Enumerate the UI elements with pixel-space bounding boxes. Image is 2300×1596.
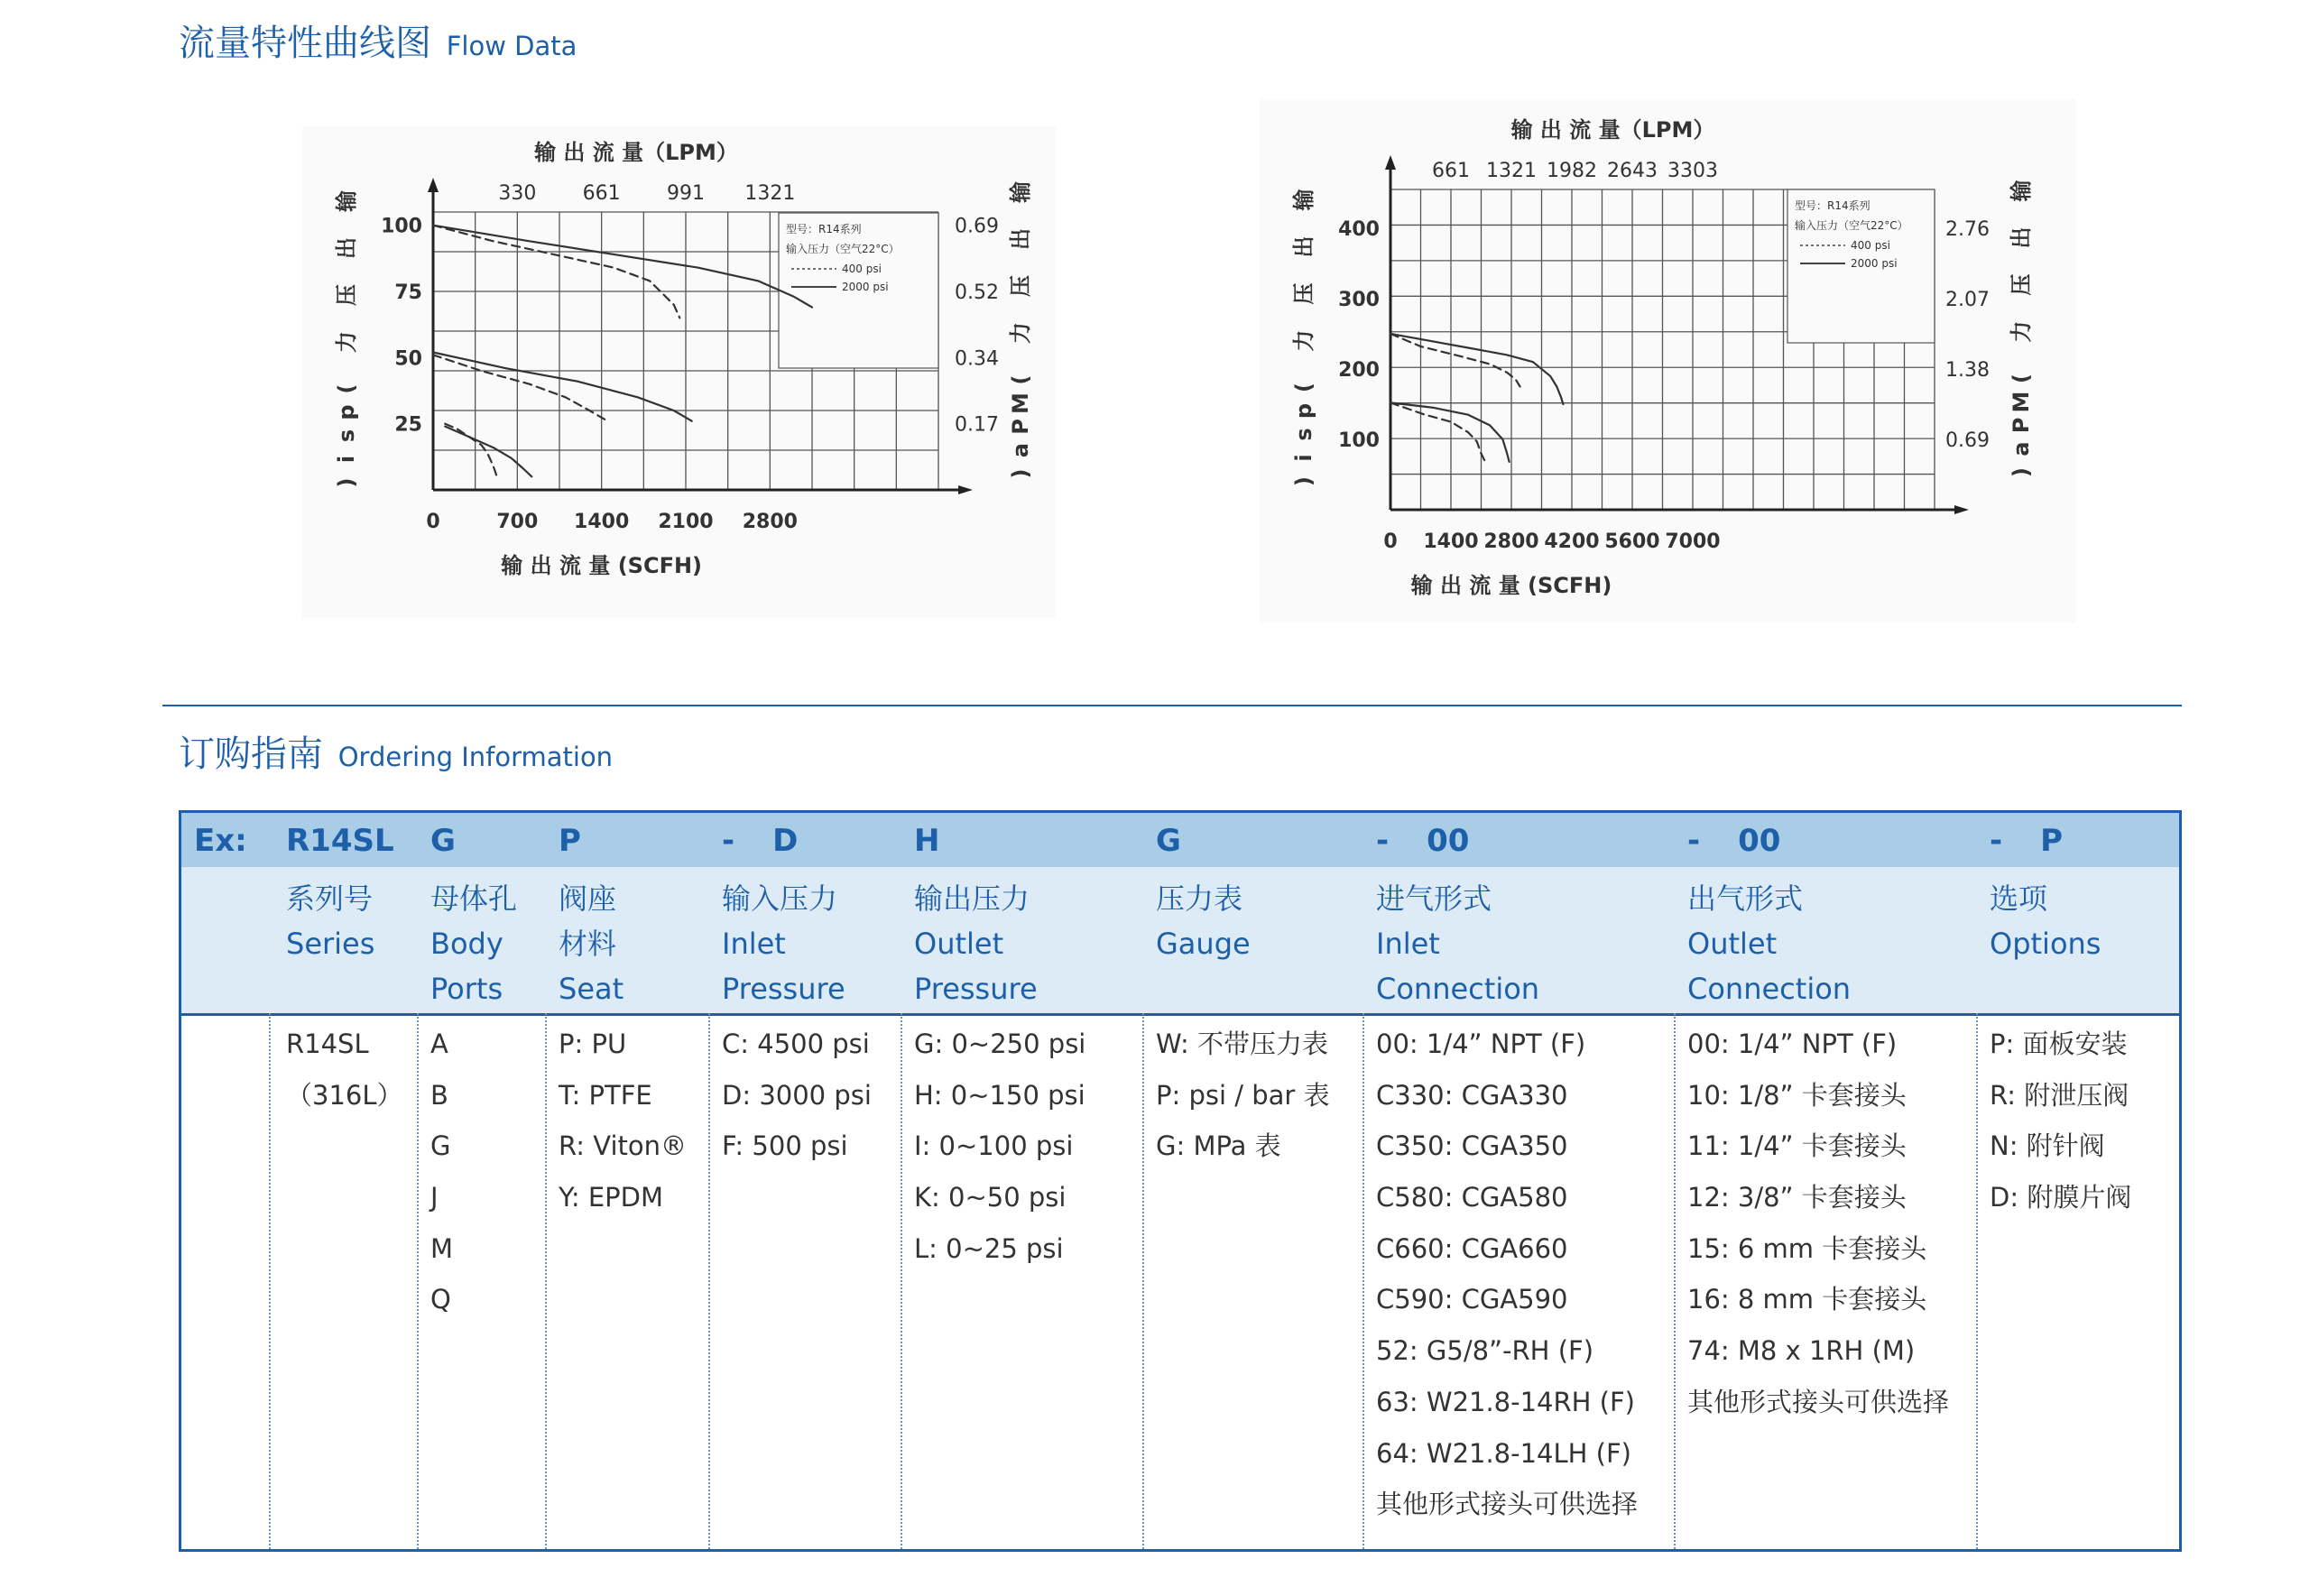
code-separator: - [1687, 823, 1701, 859]
header-label: 材料 [559, 927, 617, 961]
table-cell: A [430, 1029, 448, 1059]
code-seat: P [559, 823, 581, 859]
header-label: Outlet [1687, 927, 1778, 961]
y-tick-label: 75 [394, 281, 422, 304]
x-tick-label: 4200 [1544, 530, 1600, 553]
ordering-table [179, 810, 2182, 1552]
values-seat [559, 1019, 687, 1223]
header-label: 阀座 [559, 881, 617, 916]
ordering-info-title-cn: 订购指南 [179, 733, 323, 775]
table-cell: I: 0~100 psi [914, 1130, 1074, 1162]
x-tick-label: 700 [496, 511, 539, 533]
x-tick-label: 1400 [574, 511, 630, 533]
right-axis-title-char: P [2009, 417, 2034, 434]
left-axis-title-char: s [334, 429, 359, 443]
flow-data-title-cn: 流量特性曲线图 [179, 23, 431, 64]
legend-model: 型号：R14系列 [1795, 199, 1870, 212]
right-tick-label: 0.34 [955, 347, 999, 371]
right-tick-label: 2.07 [1945, 288, 1990, 311]
code-outlet-pressure: H [914, 823, 940, 859]
column-divider [708, 1013, 710, 1549]
table-cell: 00: 1/4” NPT (F) [1376, 1029, 1586, 1059]
code-inlet-connection [1376, 823, 1470, 859]
header-inlet-connection [1376, 876, 1539, 1011]
bottom-axis-title: 输 出 流 量 (SCFH) [1410, 573, 1612, 598]
header-body-ports [430, 876, 517, 1011]
table-cell: J [430, 1182, 439, 1213]
values-series [286, 1019, 403, 1121]
code-separator: - [1376, 823, 1390, 859]
column-divider [1142, 1013, 1144, 1549]
right-axis-title-char: ) [2009, 467, 2034, 477]
x-tick-label: 1400 [1423, 530, 1479, 553]
right-axis-title-char: 力 [1008, 322, 1033, 344]
table-cell: L: 0~25 psi [914, 1232, 1064, 1264]
header-inlet-pressure [722, 876, 845, 1011]
table-cell: T: PTFE [559, 1079, 652, 1111]
left-axis-title-char: p [1291, 402, 1316, 420]
table-cell: R: 附泄压阀 [1990, 1079, 2129, 1111]
table-cell: 其他形式接头可供选择 [1687, 1386, 1950, 1417]
legend-inlet-pressure: 输入压力（空气22°C） [786, 243, 900, 255]
y-tick-label: 100 [381, 215, 422, 238]
right-axis-title-char: 力 [2009, 320, 2034, 343]
left-axis-title-char: 出 [1291, 235, 1316, 258]
table-cell: 63: W21.8-14RH (F) [1376, 1386, 1635, 1417]
header-label: 进气形式 [1376, 881, 1492, 916]
table-cell: 其他形式接头可供选择 [1376, 1489, 1639, 1520]
x-tick-label: 2100 [658, 511, 714, 533]
header-label: Pressure [914, 972, 1038, 1006]
top-tick-label: 1321 [1486, 160, 1537, 182]
header-label: 输入压力 [722, 881, 838, 916]
legend-label-2000psi: 2000 psi [842, 281, 889, 293]
right-axis-title-char: ) [1008, 468, 1033, 479]
x-tick-label: 7000 [1665, 530, 1721, 553]
right-axis-title-char: ( [2009, 374, 2034, 383]
y-tick-label: 400 [1338, 217, 1380, 241]
header-label: Series [286, 927, 375, 961]
table-cell: 11: 1/4” 卡套接头 [1687, 1130, 1907, 1162]
right-tick-label: 0.17 [955, 413, 999, 437]
top-tick-label: 2643 [1607, 160, 1658, 182]
left-axis-title-char: p [334, 404, 359, 420]
table-cell: C580: CGA580 [1376, 1182, 1568, 1213]
values-inlet-connection [1376, 1019, 1638, 1530]
values-inlet-pressure [722, 1019, 872, 1172]
bottom-axis-title: 输 出 流 量 (SCFH) [501, 553, 703, 578]
ordering-info-title-en: Ordering Information [337, 742, 614, 772]
table-cell: 12: 3/8” 卡套接头 [1687, 1182, 1907, 1213]
header-label: Connection [1376, 972, 1540, 1006]
right-tick-label: 1.38 [1945, 358, 1990, 382]
flow-chart-left [302, 126, 1056, 618]
column-divider [417, 1013, 419, 1549]
code-value: P [2040, 823, 2064, 859]
table-cell: 16: 8 mm 卡套接头 [1687, 1284, 1927, 1315]
legend-inlet-pressure: 输入压力（空气22°C） [1795, 219, 1908, 232]
top-tick-label: 330 [498, 182, 537, 205]
flow-chart-right-svg [1260, 99, 2076, 623]
header-label: Gauge [1156, 927, 1251, 961]
values-outlet-connection [1687, 1019, 1949, 1428]
code-inlet-pressure [722, 823, 799, 859]
table-cell: K: 0~50 psi [914, 1182, 1067, 1213]
code-separator: - [722, 823, 735, 859]
left-axis-title-char: ( [1291, 383, 1316, 392]
top-tick-label: 1321 [744, 182, 796, 205]
legend-label-400psi: 400 psi [1851, 239, 1890, 252]
left-axis-title-char: 力 [334, 331, 359, 353]
ordering-info-title [179, 733, 614, 775]
table-cell: R: Viton® [559, 1130, 687, 1162]
right-tick-label: 0.52 [955, 281, 999, 304]
table-cell: 74: M8 x 1RH (M) [1687, 1335, 1916, 1367]
table-cell: N: 附针阀 [1990, 1130, 2105, 1162]
table-cell: 64: W21.8-14LH (F) [1376, 1437, 1631, 1469]
right-axis-title-char: 压 [2009, 273, 2034, 296]
x-tick-label: 0 [1383, 530, 1398, 553]
header-outlet-pressure [914, 876, 1038, 1011]
table-cell: M [430, 1232, 454, 1264]
table-cell: 52: G5/8”-RH (F) [1376, 1335, 1594, 1367]
table-cell: P: 面板安装 [1990, 1029, 2128, 1059]
table-cell: C: 4500 psi [722, 1029, 870, 1059]
code-ex: Ex: [194, 823, 247, 859]
x-tick-label: 0 [426, 511, 440, 533]
table-cell: C350: CGA350 [1376, 1130, 1568, 1162]
flow-chart-left-svg [302, 126, 1056, 618]
left-axis-title-char: 力 [1291, 329, 1316, 352]
table-cell: 00: 1/4” NPT (F) [1687, 1029, 1898, 1059]
column-divider [1362, 1013, 1364, 1549]
right-axis-title-char: M [2009, 391, 2034, 413]
header-label: 选项 [1990, 881, 2048, 916]
flow-data-title-en: Flow Data [446, 31, 577, 61]
right-axis-title-char: 出 [2009, 226, 2034, 249]
flow-data-title [179, 23, 577, 64]
header-label: Options [1990, 927, 2101, 961]
right-axis-title-char: 输 [2009, 180, 2034, 202]
header-label: Inlet [722, 927, 786, 961]
header-label: 压力表 [1156, 881, 1243, 916]
column-divider [901, 1013, 902, 1549]
chart-legend [779, 213, 938, 368]
left-axis-title-char: 压 [334, 284, 359, 306]
header-label: Body [430, 927, 503, 961]
table-cell: G: MPa 表 [1156, 1130, 1281, 1162]
table-cell: B [430, 1079, 448, 1111]
table-cell: R14SL [286, 1029, 369, 1059]
code-value: D [772, 823, 799, 859]
y-tick-label: 300 [1338, 288, 1380, 311]
header-label: 母体孔 [430, 881, 518, 916]
right-axis-title-char: 输 [1008, 181, 1033, 203]
code-value: 00 [1738, 823, 1781, 859]
table-cell: H: 0~150 psi [914, 1079, 1085, 1111]
header-seat [559, 876, 623, 1011]
top-tick-label: 661 [1432, 160, 1470, 182]
right-axis-title-char: ( [1008, 374, 1033, 385]
table-cell: P: PU [559, 1029, 627, 1059]
y-tick-label: 100 [1338, 429, 1380, 452]
table-cell: G [430, 1130, 451, 1162]
right-tick-label: 0.69 [1945, 429, 1990, 452]
right-tick-label: 2.76 [1945, 217, 1990, 241]
right-axis-title-char: M [1008, 392, 1033, 414]
header-gauge [1156, 876, 1251, 966]
y-tick-label: 200 [1338, 358, 1380, 382]
y-tick-label: 50 [394, 347, 422, 371]
chart-legend [1787, 189, 1935, 343]
flow-chart-right [1260, 99, 2076, 623]
table-cell: F: 500 psi [722, 1130, 848, 1162]
legend-label-2000psi: 2000 psi [1851, 257, 1898, 270]
legend-label-400psi: 400 psi [842, 263, 882, 275]
left-axis-title-char: ) [1291, 476, 1316, 486]
top-axis-title: 输 出 流 量（LPM） [534, 140, 738, 165]
table-cell: Q [430, 1284, 451, 1315]
top-tick-label: 991 [667, 182, 705, 205]
x-tick-label: 2800 [1483, 530, 1539, 553]
table-cell: D: 3000 psi [722, 1079, 872, 1111]
values-outlet-pressure [914, 1019, 1085, 1274]
code-options [1990, 823, 2064, 859]
values-options [1990, 1019, 2131, 1223]
left-axis-title-char: 压 [1291, 282, 1316, 305]
table-cell: P: psi / bar 表 [1156, 1079, 1330, 1111]
header-series [286, 876, 374, 966]
top-tick-label: 3303 [1667, 160, 1718, 182]
header-label: Inlet [1376, 927, 1440, 961]
table-cell: D: 附膜片阀 [1990, 1182, 2132, 1213]
left-axis-title-char: i [334, 455, 359, 464]
table-cell: W: 不带压力表 [1156, 1029, 1328, 1059]
code-value: 00 [1427, 823, 1470, 859]
table-cell: C590: CGA590 [1376, 1284, 1568, 1315]
header-outlet-connection [1687, 876, 1851, 1011]
top-axis-title: 输 出 流 量（LPM） [1510, 117, 1715, 143]
code-body-ports: G [430, 823, 456, 859]
values-body-ports [430, 1019, 453, 1325]
right-axis-title-char: P [1008, 419, 1033, 435]
table-cell: 10: 1/8” 卡套接头 [1687, 1079, 1907, 1111]
top-tick-label: 661 [582, 182, 621, 205]
header-options [1990, 876, 2101, 966]
table-cell: Y: EPDM [559, 1182, 664, 1213]
right-axis-title-char: a [2009, 441, 2034, 457]
table-cell: C660: CGA660 [1376, 1232, 1568, 1264]
left-axis-title-char: ) [334, 477, 359, 488]
code-series: R14SL [286, 823, 394, 859]
header-label: 输出压力 [914, 881, 1030, 916]
header-label: Seat [559, 972, 624, 1006]
code-gauge: G [1156, 823, 1181, 859]
header-label: 出气形式 [1687, 881, 1804, 916]
left-axis-title-char: 输 [1291, 189, 1316, 211]
left-axis-title-char: 出 [334, 237, 359, 259]
top-tick-label: 1982 [1547, 160, 1597, 182]
right-tick-label: 0.69 [955, 215, 999, 238]
column-divider [269, 1013, 271, 1549]
code-separator: - [1990, 823, 2003, 859]
values-gauge [1156, 1019, 1330, 1172]
column-divider [1976, 1013, 1978, 1549]
header-label: 系列号 [286, 881, 374, 916]
left-axis-title-char: i [1291, 454, 1316, 462]
column-divider [1674, 1013, 1676, 1549]
left-axis-title-char: s [1291, 428, 1316, 441]
left-axis-title-char: ( [334, 383, 359, 394]
section-divider [162, 705, 2182, 706]
header-label: Connection [1687, 972, 1852, 1006]
x-tick-label: 2800 [742, 511, 798, 533]
header-label: Ports [430, 972, 503, 1006]
x-tick-label: 5600 [1604, 530, 1660, 553]
right-axis-title-char: 出 [1008, 228, 1033, 250]
left-axis-title-char: 输 [334, 190, 359, 212]
table-cell: G: 0~250 psi [914, 1029, 1086, 1059]
table-cell: 15: 6 mm 卡套接头 [1687, 1232, 1927, 1264]
header-label: Pressure [722, 972, 845, 1006]
legend-model: 型号：R14系列 [786, 223, 862, 235]
table-cell: C330: CGA330 [1376, 1079, 1568, 1111]
table-cell: （316L） [286, 1079, 403, 1111]
right-axis-title-char: a [1008, 442, 1033, 458]
column-divider [545, 1013, 547, 1549]
right-axis-title-char: 压 [1008, 275, 1033, 297]
code-outlet-connection [1687, 823, 1781, 859]
y-tick-label: 25 [394, 413, 422, 437]
header-label: Outlet [914, 927, 1004, 961]
